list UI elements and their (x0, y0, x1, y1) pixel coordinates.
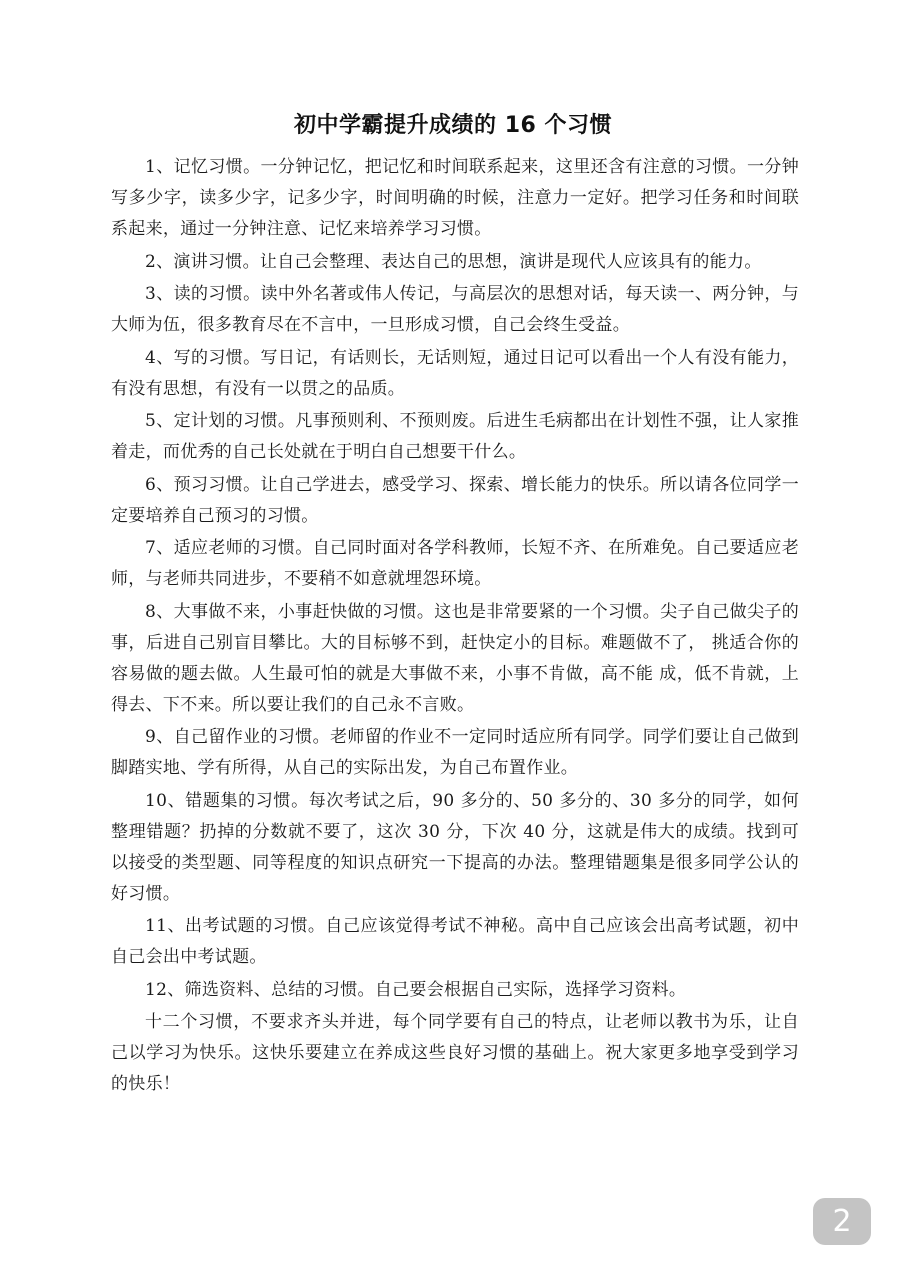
paragraph-habit-6: 6、预习习惯。让自己学进去，感受学习、探索、增长能力的快乐。所以请各位同学一定要培养自己预习的习惯。 (111, 474, 799, 526)
paragraph-habit-10: 10、错题集的习惯。每次考试之后，90 多分的、50 多分的、30 多分的同学，如何整理错题？扔掉的分数就不要了，这次 30 分，下次 40 分，这就是伟大的成绩。找到可以接受的类型题、同等程度的知识点研究一下提高的办法。整理错题集是很多同学公认的好习惯。 (111, 790, 799, 904)
document-body (111, 152, 799, 1100)
paragraph-habit-1: 1、记忆习惯。一分钟记忆，把记忆和时间联系起来，这里还含有注意的习惯。一分钟写多少字，读多少字，记多少字，时间明确的时候，注意力一定好。把学习任务和时间联系起来，通过一分钟注意、记忆来培养学习习惯。 (111, 157, 799, 239)
paragraph-conclusion: 十二个习惯，不要求齐头并进，每个同学要有自己的特点，让老师以教书为乐，让自己以学习为快乐。这快乐要建立在养成这些良好习惯的基础上。祝大家更多地享受到学习的快乐！ (111, 1012, 799, 1094)
paragraph-habit-7: 7、适应老师的习惯。自己同时面对各学科教师，长短不齐、在所难免。自己要适应老师，与老师共同进步，不要稍不如意就埋怨环境。 (111, 538, 799, 589)
document-title: 初中学霸提升成绩的 16 个习惯 (294, 113, 612, 138)
paragraph-habit-12: 12、筛选资料、总结的习惯。自己要会根据自己实际，选择学习资料。 (145, 979, 687, 1000)
paragraph-habit-5: 5、定计划的习惯。凡事预则利、不预则废。后进生毛病都出在计划性不强，让人家推着走，而优秀的自己长处就在于明白自己想要干什么。 (111, 411, 799, 462)
paragraph-habit-2: 2、演讲习惯。让自己会整理、表达自己的思想，演讲是现代人应该具有的能力。 (145, 251, 762, 272)
paragraph-habit-9: 9、自己留作业的习惯。老师留的作业不一定同时适应所有同学。同学们要让自己做到脚踏实地、学有所得，从自己的实际出发，为自己布置作业。 (111, 727, 799, 778)
page-number-badge: 2 (813, 1198, 871, 1245)
paragraph-habit-4: 4、写的习惯。写日记，有话则长，无话则短，通过日记可以看出一个人有没有能力，有没有思想，有没有一以贯之的品质。 (111, 347, 799, 399)
paragraph-habit-3: 3、读的习惯。读中外名著或伟人传记，与高层次的思想对话，每天读一、两分钟，与大师为伍，很多教育尽在不言中，一旦形成习惯，自己会终生受益。 (111, 284, 799, 335)
paragraph-habit-8: 8、大事做不来，小事赶快做的习惯。这也是非常要紧的一个习惯。尖子自己做尖子的事，后进自己别盲目攀比。大的目标够不到，赶快定小的目标。难题做不了， 挑适合你的容易做的题去做。人生最可怕的就是大事做不来，小事不肯做，高不能 成，低不肯就，上得去、下不来。所以要让我们的自己永不言败。 (111, 601, 799, 715)
paragraph-habit-11: 11、出考试题的习惯。自己应该觉得考试不神秘。高中自己应该会出高考试题，初中自己会出中考试题。 (111, 916, 799, 967)
